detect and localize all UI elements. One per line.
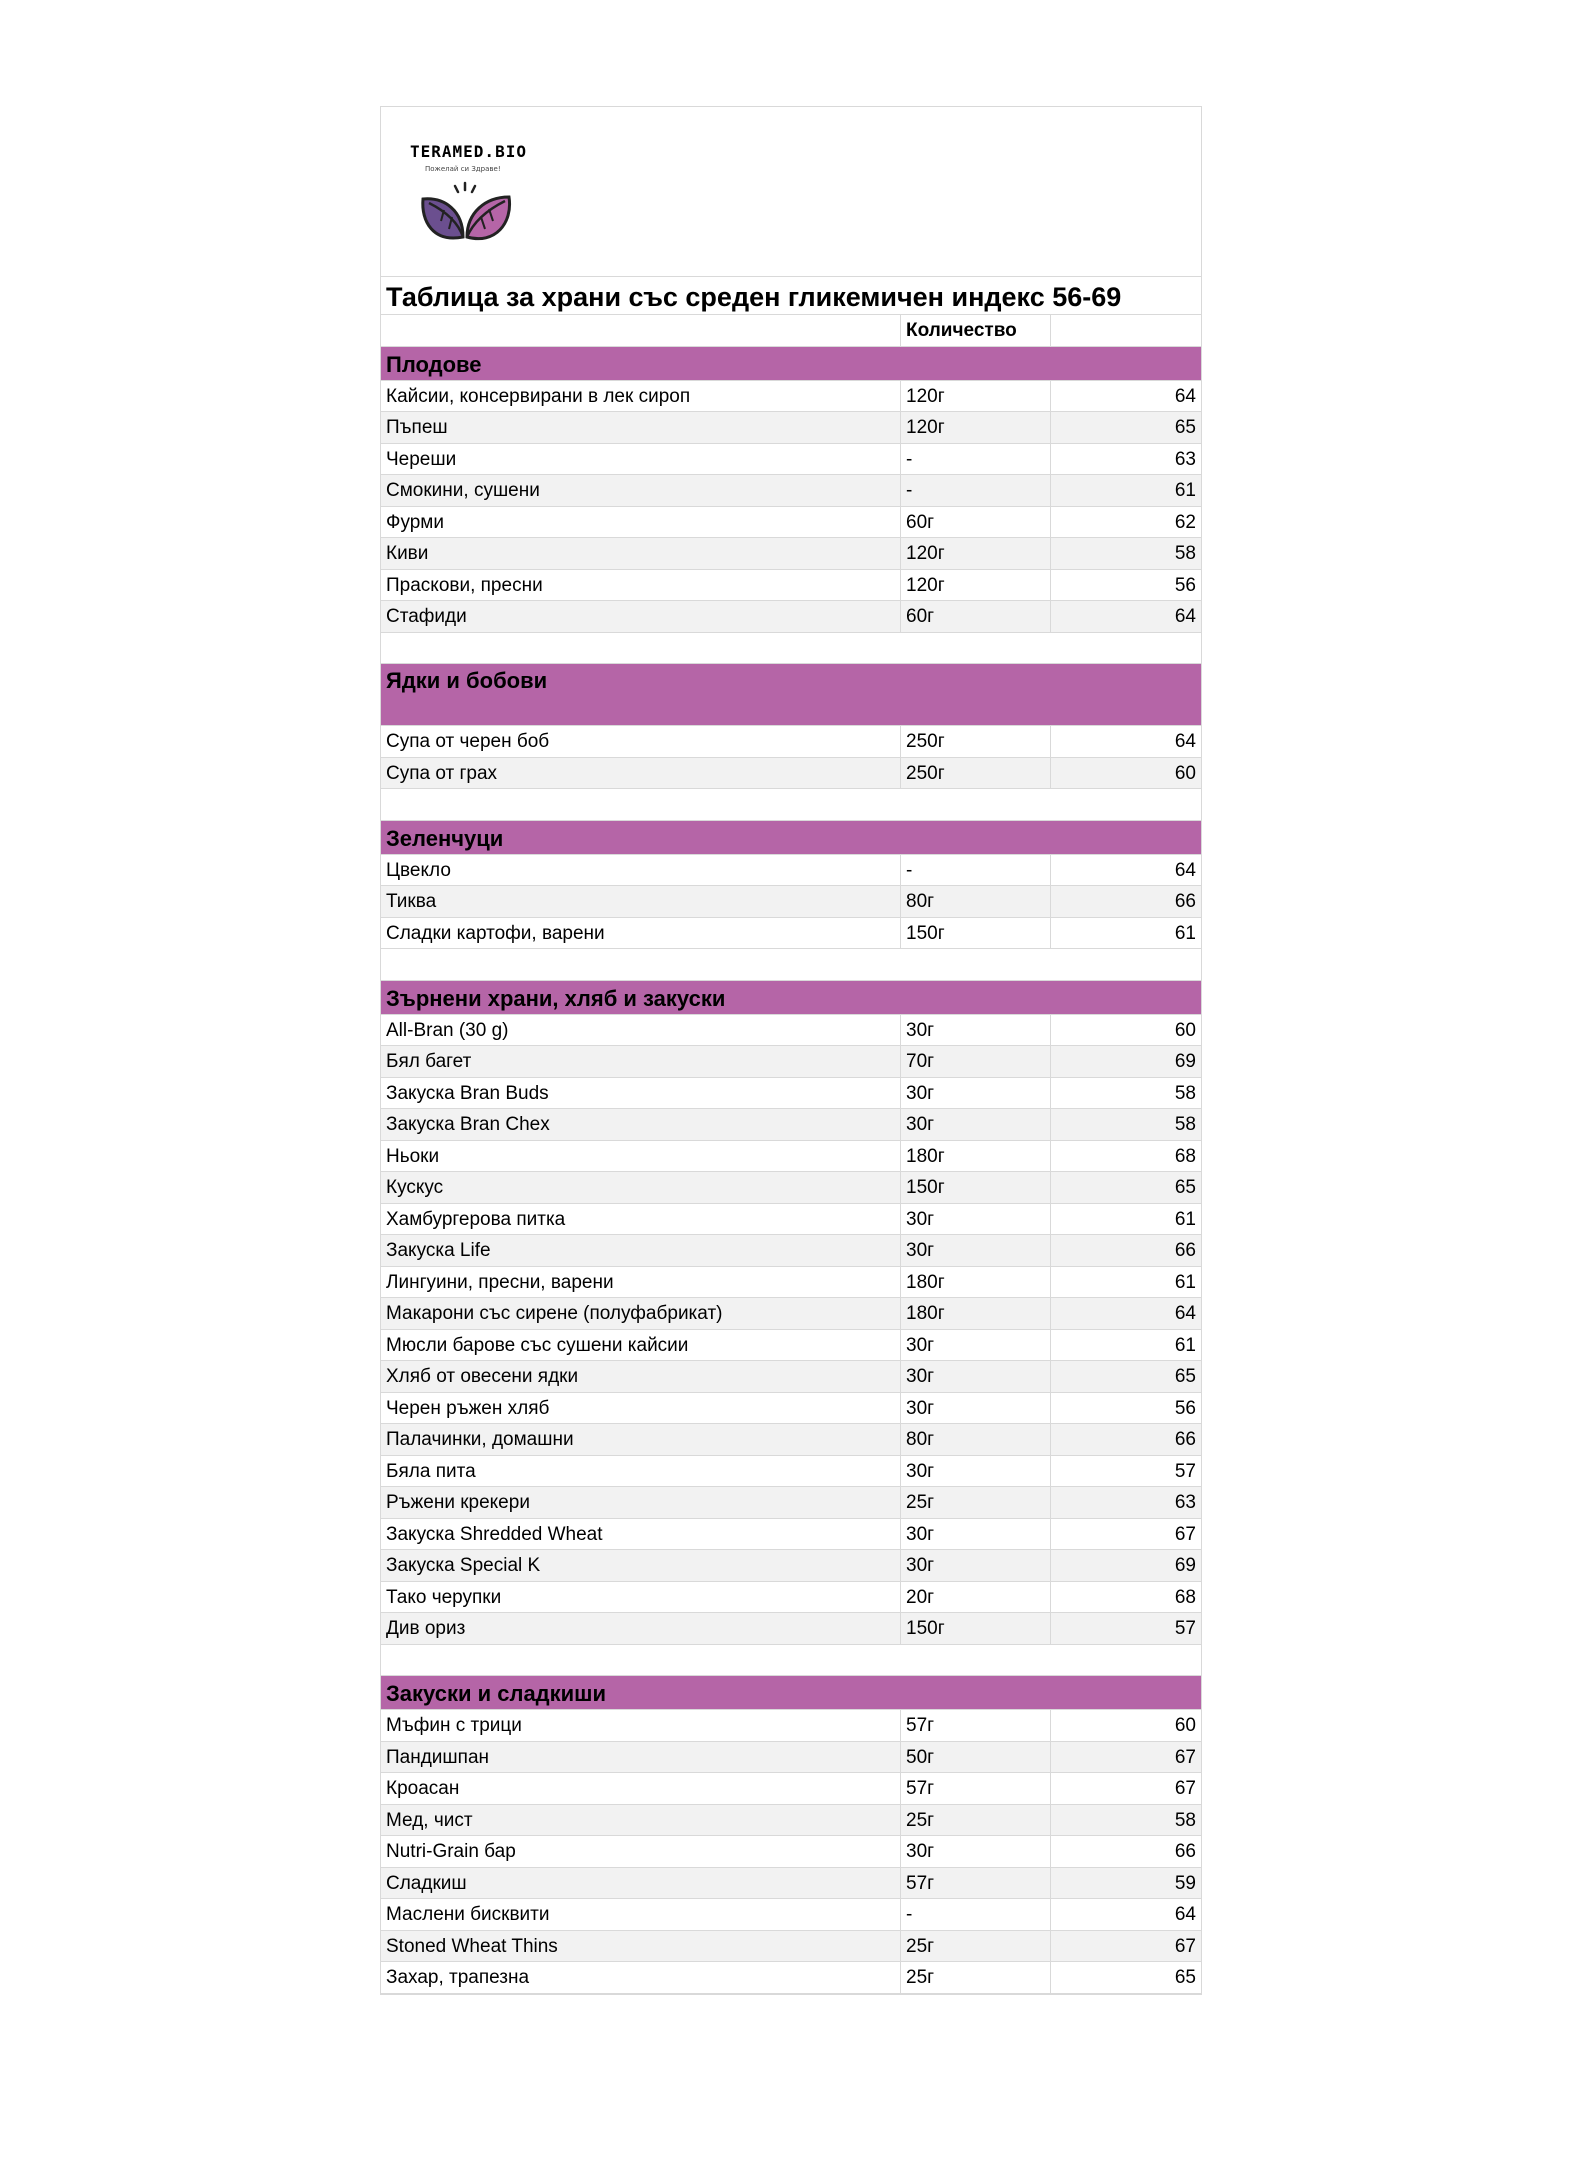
- gi-value-cell: 56: [1174, 1397, 1196, 1419]
- table-row: [381, 1805, 1201, 1837]
- gi-value-cell: 61: [1174, 1334, 1196, 1356]
- quantity-cell: 180г: [901, 1298, 1051, 1329]
- quantity-cell: 25г: [901, 1931, 1051, 1962]
- quantity-cell: 120г: [901, 381, 1051, 412]
- table-row: [381, 1710, 1201, 1742]
- gi-value-cell: 64: [1174, 731, 1196, 752]
- gi-value-cell: 67: [1174, 1523, 1196, 1545]
- quantity-cell: 30г: [901, 1361, 1051, 1392]
- gi-value-cell: 64: [1174, 1904, 1196, 1925]
- quantity-column-header: Количество: [901, 315, 1051, 346]
- quantity-cell: 150г: [901, 1613, 1051, 1644]
- table-row: [381, 1424, 1201, 1456]
- quantity-cell: -: [901, 1899, 1051, 1930]
- gi-value-cell: 60: [1174, 1715, 1196, 1736]
- quantity-cell: 180г: [901, 1267, 1051, 1298]
- table-row: [381, 444, 1201, 476]
- quantity-cell: 250г: [901, 726, 1051, 757]
- food-cell: Маслени бисквити: [381, 1899, 901, 1930]
- table-row: [381, 1836, 1201, 1868]
- food-cell: Стафиди: [381, 601, 901, 632]
- category-header: Зърнени храни, хляб и закуски: [381, 981, 1201, 1015]
- table-row: [381, 1046, 1201, 1078]
- table-row: [381, 1235, 1201, 1267]
- food-cell: Закуска Shredded Wheat: [381, 1519, 901, 1550]
- table-row: [381, 412, 1201, 444]
- table-row: [381, 1487, 1201, 1519]
- table-row: [381, 1931, 1201, 1963]
- food-cell: Мюсли барове със сушени кайсии: [381, 1330, 901, 1361]
- table-row: [381, 1267, 1201, 1299]
- table-row: [381, 1582, 1201, 1614]
- food-cell: Хамбургерова питка: [381, 1204, 901, 1235]
- food-cell: All-Bran (30 g): [381, 1015, 901, 1046]
- food-cell: Ньоки: [381, 1141, 901, 1172]
- column-header-row: [381, 315, 1201, 347]
- gi-value-cell: 61: [1174, 922, 1196, 944]
- quantity-cell: 120г: [901, 412, 1051, 443]
- food-cell: Палачинки, домашни: [381, 1424, 901, 1455]
- gi-value-cell: 57: [1174, 1460, 1196, 1482]
- quantity-cell: 30г: [901, 1393, 1051, 1424]
- category-header: Зеленчуци: [381, 821, 1201, 855]
- table-row: [381, 1361, 1201, 1393]
- food-cell: Nutri-Grain бар: [381, 1836, 901, 1867]
- table-row: [381, 507, 1201, 539]
- food-cell: Лингуини, пресни, варени: [381, 1267, 901, 1298]
- food-cell: Супа от грах: [381, 758, 901, 789]
- quantity-cell: 80г: [901, 886, 1051, 917]
- quantity-cell: -: [901, 444, 1051, 475]
- table-row: [381, 1141, 1201, 1173]
- quantity-cell: 60г: [901, 601, 1051, 632]
- table-row: [381, 538, 1201, 570]
- food-cell: Киви: [381, 538, 901, 569]
- quantity-cell: 25г: [901, 1962, 1051, 1993]
- food-cell: Бяла пита: [381, 1456, 901, 1487]
- quantity-cell: 150г: [901, 918, 1051, 949]
- category-header: Ядки и бобови: [381, 664, 1201, 726]
- quantity-cell: 30г: [901, 1204, 1051, 1235]
- table-row: [381, 1742, 1201, 1774]
- logo-area: [381, 107, 1201, 277]
- quantity-cell: 30г: [901, 1015, 1051, 1046]
- gi-value-cell: 61: [1174, 480, 1196, 501]
- quantity-cell: 30г: [901, 1330, 1051, 1361]
- food-cell: Хляб от овесени ядки: [381, 1361, 901, 1392]
- quantity-cell: 25г: [901, 1805, 1051, 1836]
- category-header: Плодове: [381, 347, 1201, 381]
- table-row: [381, 1078, 1201, 1110]
- gi-value-cell: 64: [1174, 859, 1196, 881]
- quantity-cell: -: [901, 475, 1051, 506]
- table-row: [381, 1550, 1201, 1582]
- food-cell: Череши: [381, 444, 901, 475]
- food-cell: Бял багет: [381, 1046, 901, 1077]
- food-cell: Тиква: [381, 886, 901, 917]
- gi-value-cell: 63: [1174, 1492, 1196, 1513]
- quantity-cell: 30г: [901, 1519, 1051, 1550]
- quantity-cell: 120г: [901, 570, 1051, 601]
- food-cell: Пъпеш: [381, 412, 901, 443]
- category-header: Закуски и сладкиши: [381, 1676, 1201, 1710]
- gi-value-cell: 56: [1174, 574, 1196, 596]
- table-row: [381, 1773, 1201, 1805]
- quantity-cell: -: [901, 855, 1051, 886]
- quantity-cell: 30г: [901, 1456, 1051, 1487]
- gi-value-cell: 59: [1174, 1872, 1196, 1894]
- table-row: [381, 1204, 1201, 1236]
- table-row: [381, 1519, 1201, 1551]
- glycemic-table-sheet: [380, 106, 1202, 1995]
- quantity-cell: 180г: [901, 1141, 1051, 1172]
- table-body: [381, 347, 1201, 1994]
- table-row: [381, 1330, 1201, 1362]
- gi-value-cell: 61: [1174, 1271, 1196, 1293]
- table-row: [381, 1962, 1201, 1994]
- gi-value-cell: 58: [1174, 1082, 1196, 1104]
- table-row: [381, 570, 1201, 602]
- gi-value-cell: 60: [1174, 762, 1196, 784]
- food-cell: Праскови, пресни: [381, 570, 901, 601]
- blank-row: [381, 949, 1201, 981]
- gi-value-cell: 63: [1174, 448, 1196, 470]
- quantity-cell: 57г: [901, 1868, 1051, 1899]
- quantity-cell: 50г: [901, 1742, 1051, 1773]
- quantity-cell: 20г: [901, 1582, 1051, 1613]
- gi-value-cell: 65: [1174, 1366, 1196, 1387]
- blank-row: [381, 633, 1201, 665]
- food-cell: Сладки картофи, варени: [381, 918, 901, 949]
- quantity-cell: 30г: [901, 1836, 1051, 1867]
- document-title: Таблица за храни със среден гликемичен индекс 56-69: [381, 277, 1201, 315]
- food-cell: Смокини, сушени: [381, 475, 901, 506]
- table-row: [381, 1172, 1201, 1204]
- quantity-cell: 30г: [901, 1235, 1051, 1266]
- quantity-cell: 30г: [901, 1550, 1051, 1581]
- blank-row: [381, 1645, 1201, 1677]
- quantity-cell: 57г: [901, 1710, 1051, 1741]
- food-cell: Сладкиш: [381, 1868, 901, 1899]
- quantity-cell: 80г: [901, 1424, 1051, 1455]
- gi-value-cell: 67: [1174, 1935, 1196, 1957]
- leaf-logo-icon: [419, 179, 515, 247]
- quantity-cell: 60г: [901, 507, 1051, 538]
- gi-value-cell: 64: [1174, 385, 1196, 407]
- food-cell: Цвекло: [381, 855, 901, 886]
- quantity-cell: 25г: [901, 1487, 1051, 1518]
- table-row: [381, 1613, 1201, 1645]
- table-row: [381, 726, 1201, 758]
- quantity-cell: 30г: [901, 1109, 1051, 1140]
- gi-value-cell: 64: [1174, 1303, 1196, 1324]
- gi-value-cell: 61: [1174, 1208, 1196, 1230]
- gi-value-cell: 68: [1174, 1145, 1196, 1167]
- gi-value-cell: 58: [1174, 543, 1196, 564]
- gi-value-cell: 68: [1174, 1586, 1196, 1608]
- food-column-header: [381, 315, 901, 346]
- gi-value-cell: 66: [1174, 1240, 1196, 1261]
- quantity-cell: 30г: [901, 1078, 1051, 1109]
- gi-value-cell: 64: [1174, 606, 1196, 627]
- food-cell: Кайсии, консервирани в лек сироп: [381, 381, 901, 412]
- table-row: [381, 475, 1201, 507]
- food-cell: Закуска Life: [381, 1235, 901, 1266]
- table-row: [381, 1393, 1201, 1425]
- food-cell: Макарони със сирене (полуфабрикат): [381, 1298, 901, 1329]
- quantity-cell: 150г: [901, 1172, 1051, 1203]
- logo-name: TERAMED.BIO: [410, 142, 527, 161]
- gi-value-cell: 67: [1174, 1746, 1196, 1768]
- gi-value-cell: 65: [1174, 417, 1196, 438]
- table-row: [381, 758, 1201, 790]
- food-cell: Фурми: [381, 507, 901, 538]
- food-cell: Супа от черен боб: [381, 726, 901, 757]
- gi-value-cell: 69: [1174, 1051, 1196, 1072]
- table-row: [381, 918, 1201, 950]
- gi-value-cell: 60: [1174, 1019, 1196, 1041]
- food-cell: Мъфин с трици: [381, 1710, 901, 1741]
- table-row: [381, 886, 1201, 918]
- table-row: [381, 1015, 1201, 1047]
- table-row: [381, 601, 1201, 633]
- quantity-cell: 70г: [901, 1046, 1051, 1077]
- food-cell: Кускус: [381, 1172, 901, 1203]
- food-cell: Мед, чист: [381, 1805, 901, 1836]
- quantity-cell: 57г: [901, 1773, 1051, 1804]
- table-row: [381, 1899, 1201, 1931]
- gi-value-cell: 62: [1174, 511, 1196, 533]
- blank-row: [381, 789, 1201, 821]
- gi-value-cell: 58: [1174, 1809, 1196, 1831]
- logo-tagline: Пожелай си Здраве!: [425, 165, 501, 173]
- food-cell: Закуска Special K: [381, 1550, 901, 1581]
- gi-value-cell: 66: [1174, 891, 1196, 912]
- food-cell: Закуска Bran Buds: [381, 1078, 901, 1109]
- quantity-cell: 120г: [901, 538, 1051, 569]
- food-cell: Захар, трапезна: [381, 1962, 901, 1993]
- food-cell: Тако черупки: [381, 1582, 901, 1613]
- gi-value-cell: 57: [1174, 1618, 1196, 1639]
- gi-value-cell: 67: [1174, 1778, 1196, 1799]
- food-cell: Див ориз: [381, 1613, 901, 1644]
- quantity-cell: 250г: [901, 758, 1051, 789]
- table-row: [381, 1868, 1201, 1900]
- table-row: [381, 1109, 1201, 1141]
- table-row: [381, 1298, 1201, 1330]
- gi-value-cell: 65: [1174, 1967, 1196, 1988]
- food-cell: Закуска Bran Chex: [381, 1109, 901, 1140]
- table-row: [381, 1456, 1201, 1488]
- food-cell: Пандишпан: [381, 1742, 901, 1773]
- gi-value-cell: 66: [1174, 1429, 1196, 1450]
- gi-column-header: [1051, 315, 1201, 346]
- food-cell: Stoned Wheat Thins: [381, 1931, 901, 1962]
- gi-value-cell: 69: [1174, 1555, 1196, 1576]
- gi-value-cell: 66: [1174, 1841, 1196, 1862]
- gi-value-cell: 58: [1174, 1114, 1196, 1135]
- food-cell: Черен ръжен хляб: [381, 1393, 901, 1424]
- table-row: [381, 381, 1201, 413]
- gi-value-cell: 65: [1174, 1177, 1196, 1198]
- food-cell: Ръжени крекери: [381, 1487, 901, 1518]
- food-cell: Кроасан: [381, 1773, 901, 1804]
- table-row: [381, 855, 1201, 887]
